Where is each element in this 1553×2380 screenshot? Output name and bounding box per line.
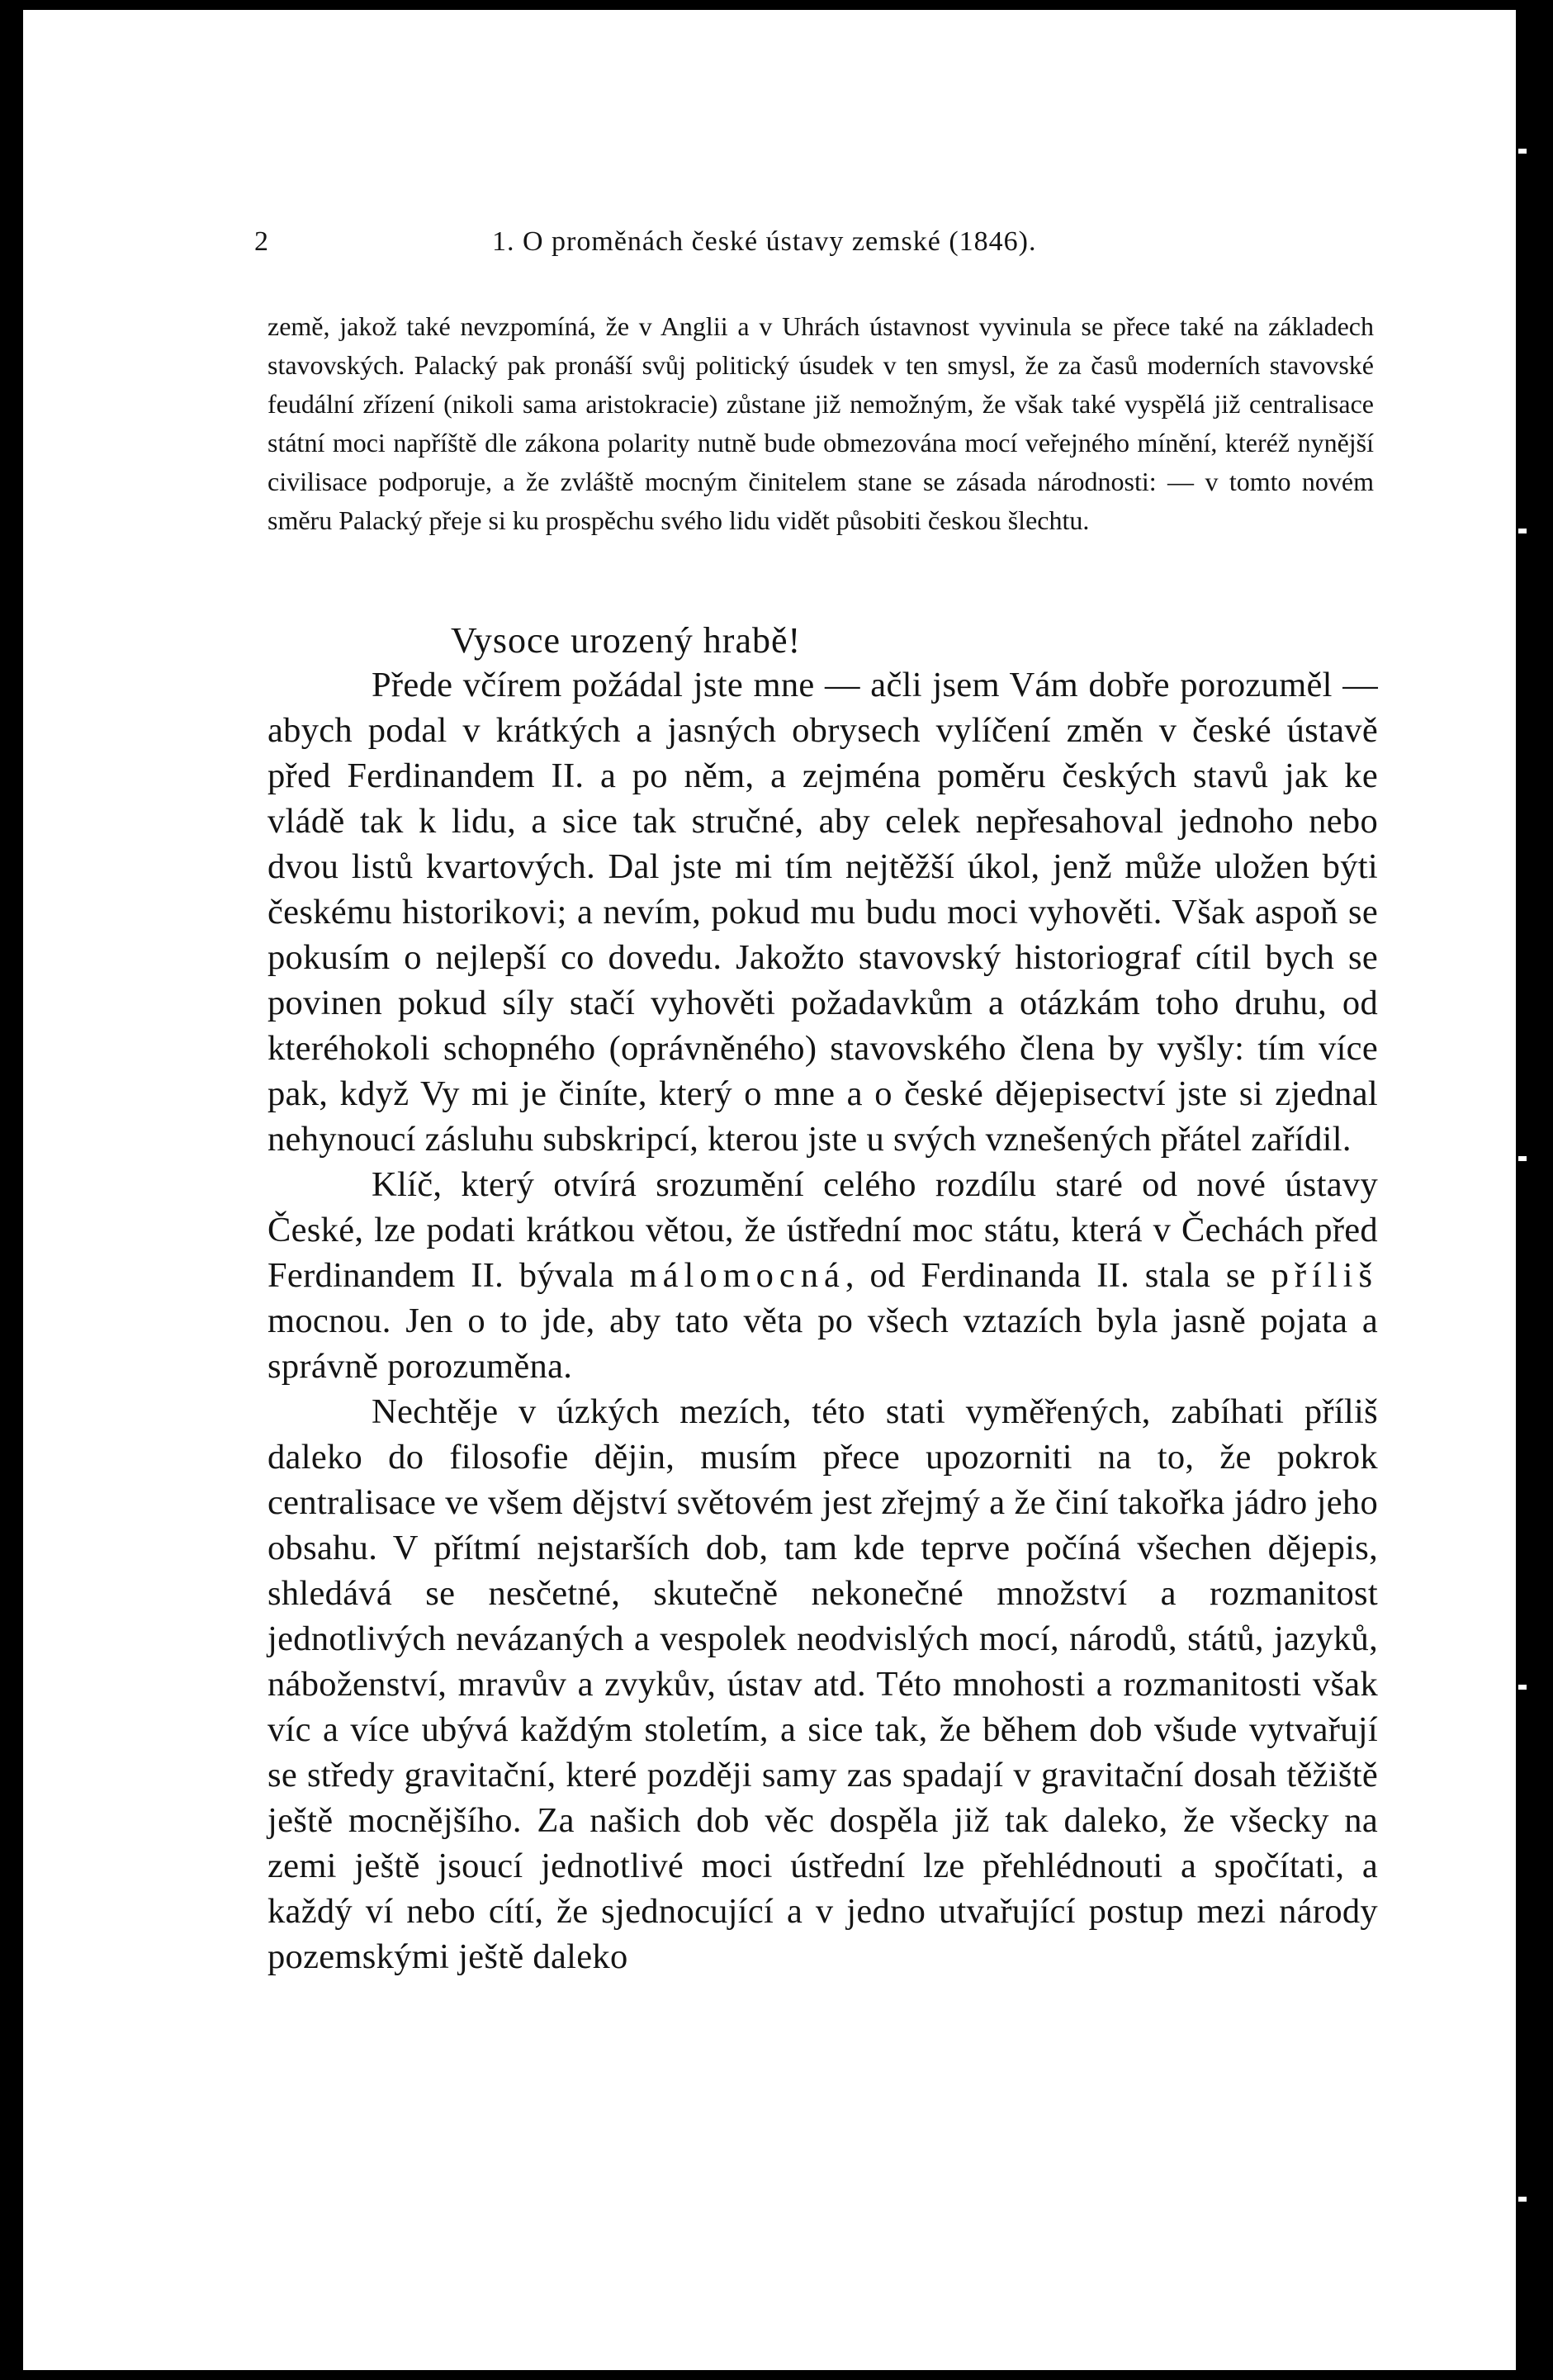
scan-mark xyxy=(1518,1156,1527,1161)
page-number: 2 xyxy=(254,226,269,257)
letter-paragraph-2 xyxy=(268,1162,1378,1389)
paragraph-2-text-1: Klíč, který otvírá srozumění celého rozdílu staré od nové ústavy České, lze podati krátkou větou, že ústřední moc státu, která v Čechách před Ferdinandem II. bývala xyxy=(268,1165,1378,1295)
emphasis-prilis: příliš xyxy=(1271,1256,1378,1295)
paragraph-2-text-2: , od Ferdinanda II. stala se xyxy=(845,1256,1271,1295)
letter-paragraph-3: Nechtěje v úzkých mezích, této stati vyměřených, zabíhati příliš daleko do filosofie dějin, musím přece upozorniti na to, že pokrok centralisace ve všem dějství světovém jest zřejmý a že činí takořka jádro jeho obsahu. V přítmí nejstarších dob, tam kde teprve počíná všechen dějepis, shledává se nesčetné, skutečně nekonečné množství a rozmanitost jednotlivých nevázaných a vespolek neodvislých mocí, národů, států, jazyků, náboženství, mravův a zvykův, ústav atd. Této mnohosti a rozmanitosti však víc a více ubývá každým stoletím, a sice tak, že během dob všude vytvařují se středy gravitační, které později samy zas spadají v gravitační dosah těžiště ještě mocnějšího. Za našich dob věc dospěla již tak daleko, že všecky na zemi ještě jsoucí jednotlivé moci ústřední lze přehlédnouti a spočítati, a každý ví nebo cítí, že sjednocující a v jedno utvařující postup mezi národy pozemskými ještě daleko xyxy=(268,1392,1378,1976)
scan-edge-right xyxy=(1516,0,1553,2380)
scan-mark xyxy=(1518,149,1527,154)
scan-mark xyxy=(1518,2197,1527,2202)
intro-summary xyxy=(268,307,1374,540)
scan-mark xyxy=(1518,529,1527,533)
emphasis-malomocna: málomocná xyxy=(629,1256,845,1295)
letter-paragraph-1: Přede včírem požádal jste mne — ačli jsem Vám dobře porozuměl — abych podal v krátkých a jasných obrysech vylíčení změn v české ústavě před Ferdinandem II. a po něm, a zejména poměru českých stavů jak ke vládě tak k lidu, a sice tak stručné, aby celek nepřesahoval jednoho nebo dvou listů kvartových. Dal jste mi tím nejtěžší úkol, jenž může uložen býti českému historikovi; a nevím, pokud mu budu moci vyhověti. Však aspoň se pokusím o nejlepší co dovedu. Jakožto stavovský historiograf cítil bych se povinen pokud síly stačí vyhověti požadavkům a otázkám toho druhu, od kteréhokoli schopného (oprávněného) stavovského člena by vyšly: tím více pak, když Vy mi je činíte, který o mne a o české dějepisectví jste si zjednal nehynoucí zásluhu subskripcí, kterou jste u svých vznešených přátel zařídil. xyxy=(268,666,1378,1159)
chapter-title: 1. O proměnách české ústavy zemské (1846). xyxy=(492,226,1037,257)
letter-salutation: Vysoce urozený hrabě! xyxy=(451,620,802,661)
intro-paragraph: země, jakož také nevzpomíná, že v Anglii a v Uhrách ústavnost vyvinula se přece také na základech stavovských. Palacký pak pronáší svůj politický úsudek v ten smysl, že za časů moderních stavovské feudální zřízení (nikoli sama aristokracie) zůstane již nemožným, že však také vyspělá již centralisace státní moci napříště dle zákona polarity nutně bude obmezována mocí veřejného mínění, kteréž nynější civilisace podporuje, a že zvláště mocným činitelem stane se zásada národnosti: — v tomto novém směru Palacký přeje si ku prospěchu svého lidu vidět působiti českou šlechtu. xyxy=(268,311,1374,535)
running-head xyxy=(23,226,1516,268)
letter-body xyxy=(268,662,1378,1979)
scan-mark xyxy=(1518,1685,1527,1690)
paragraph-2-text-3: mocnou. Jen o to jde, aby tato věta po všech vztazích byla jasně pojata a správně porozuměna. xyxy=(268,1301,1378,1386)
book-page xyxy=(23,10,1516,2370)
